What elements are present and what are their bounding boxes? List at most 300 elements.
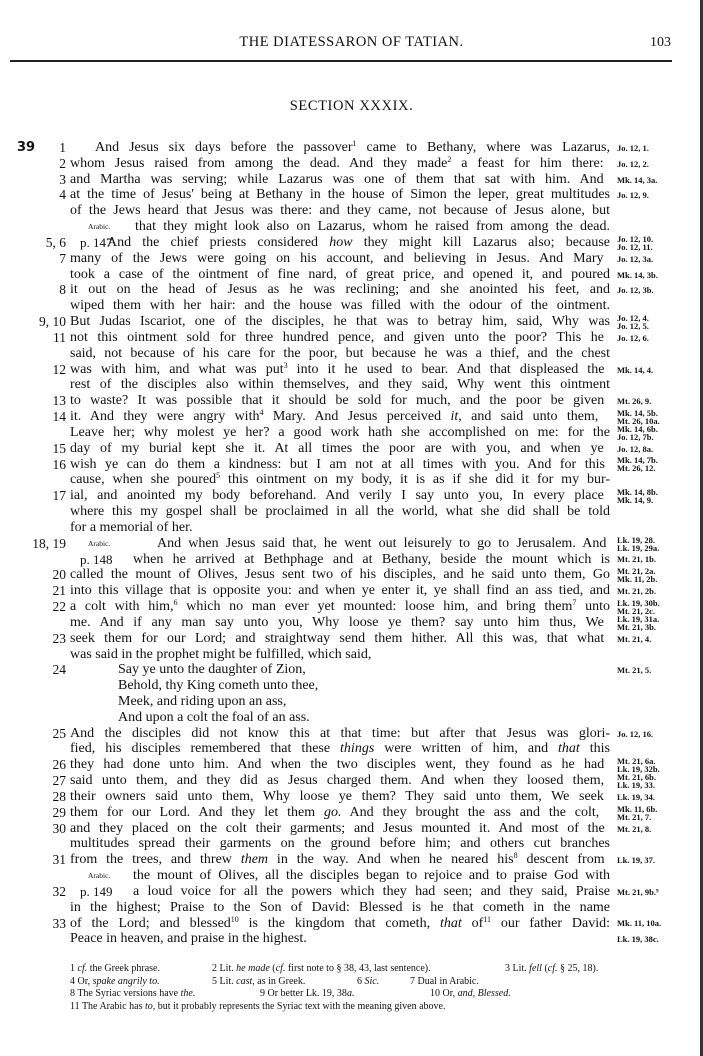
verse-number: 33 [52, 915, 66, 931]
margin-references [617, 425, 658, 441]
scripture-reference: Jo. 12, 16. [617, 728, 654, 739]
text-line [0, 884, 703, 900]
footnote [505, 963, 598, 976]
scripture-reference: Jo. 12, 5. [617, 321, 649, 332]
margin-references [617, 916, 661, 932]
margin-references [617, 789, 655, 805]
text-line [0, 520, 703, 536]
scripture-reference: Lk. 19, 28. [617, 534, 656, 545]
text-run: many of the Jews were going on his account, and believing in Jesus. And Mary [70, 250, 604, 266]
scripture-reference: Mk. 14, 3a. [617, 174, 658, 185]
text-run: said, not because of his care for the poor, but because he was a thief, and the chest [70, 345, 610, 361]
margin-references [617, 599, 660, 615]
margin-references [617, 852, 655, 868]
text-line [0, 631, 703, 647]
scripture-reference: Mt. 21, 7. [617, 811, 652, 822]
margin-references [617, 282, 654, 298]
footnote-marker: 5 [216, 471, 221, 481]
text-line [0, 441, 703, 457]
text-line [0, 773, 703, 789]
line-text-inner [70, 172, 604, 188]
margin-references [617, 615, 659, 631]
line-text [70, 488, 610, 504]
verse-number: 4 [59, 187, 66, 203]
verse-number: 11 [53, 329, 66, 345]
text-line [0, 583, 703, 599]
verse-number: 32 [52, 883, 66, 899]
text-line [0, 821, 703, 837]
scripture-reference: Jo. 12, 6. [617, 332, 649, 343]
text-run: into this village that is opposite you: and when ye enter it, ye shall find an ass tied, and [70, 583, 610, 599]
line-text-inner [70, 203, 610, 219]
text-run: , as in Greek. [252, 975, 306, 987]
line-text-inner [70, 393, 604, 409]
scripture-reference: Mt. 21, 6a. [617, 756, 656, 767]
text-run: day of my burial kept she it. At all times the poor are with you, and when ye [70, 440, 604, 456]
line-text-inner [70, 362, 604, 378]
text-line [0, 346, 703, 362]
margin-references [617, 330, 649, 346]
scripture-reference: Mk. 14, 8b. [617, 487, 658, 498]
text-line [0, 362, 703, 378]
margin-references [617, 457, 658, 473]
scripture-reference: Mk. 14, 6b. [617, 423, 658, 434]
text-run: § 25, 18). [557, 963, 599, 974]
text-run: took a case of the ointment of fine nard, of great price, and opened it, and poured [70, 266, 610, 282]
text-run: rest of the disciples also within themselves, and they said, Why went this ointment [70, 377, 610, 393]
line-text [70, 187, 610, 203]
line-text-inner [70, 314, 610, 330]
margin-references [617, 488, 658, 504]
text-line [0, 931, 703, 947]
scripture-reference: Jo. 12, 4. [617, 313, 649, 324]
text-run: came to Bethany, where was Lazarus, [356, 140, 610, 155]
text-line [0, 314, 703, 330]
footnote-marker: 2 [447, 154, 452, 164]
margin-references [617, 172, 657, 188]
verse-number: 16 [52, 456, 66, 472]
footnote-marker: 11 [483, 914, 491, 924]
line-text [70, 631, 610, 647]
line-text-inner [70, 409, 598, 425]
line-text [157, 536, 610, 552]
page-reference: p. 148 [80, 551, 113, 567]
scripture-reference: Mt. 21, 1b. [617, 554, 656, 565]
text-run: ( [541, 963, 548, 974]
margin-references [617, 251, 653, 267]
text-line [0, 330, 703, 346]
text-run: 3 Lit. [505, 963, 530, 974]
text-run: And the disciples did not know this at that time: but after that Jesus was glori- [70, 725, 610, 741]
arabic-note: Arabic. [88, 871, 111, 881]
text-line [0, 156, 703, 172]
text-run: , and said unto them, [458, 409, 599, 425]
text-line [0, 552, 703, 568]
footnotes [0, 963, 703, 1014]
line-text [70, 346, 610, 362]
text-run: seek them for our Lord; and straightway send them hither. All this was, that what [70, 630, 605, 646]
line-text-inner [157, 536, 606, 552]
text-run: 11 The Arabic has [70, 1001, 145, 1013]
line-text-inner [95, 140, 610, 156]
line-text-inner [70, 567, 610, 583]
text-line [0, 694, 703, 710]
italic-run: the. [180, 988, 196, 1000]
footnote [357, 976, 379, 989]
text-line [0, 472, 703, 488]
scripture-reference: Mk. 14, 5b. [617, 408, 658, 418]
italic-run: go. [323, 804, 342, 820]
verse-number: 20 [52, 567, 66, 583]
footnote-marker: 1 [352, 139, 357, 148]
margin-references [617, 409, 660, 425]
scripture-reference: Jo. 12, 11. [617, 241, 653, 252]
scripture-reference: Mt. 26, 12. [617, 463, 656, 474]
line-text [70, 330, 610, 346]
line-text-inner [133, 552, 610, 568]
scripture-reference: Lk. 19, 31a. [617, 613, 660, 624]
line-text [118, 662, 610, 678]
line-text-inner [70, 647, 371, 663]
line-text-inner [70, 931, 307, 947]
verse-number: 26 [52, 757, 66, 773]
text-run: were written of him, and [374, 741, 559, 757]
line-text [70, 726, 610, 742]
verse-number: 27 [52, 773, 66, 789]
verse-number: 15 [52, 440, 66, 456]
text-line [0, 757, 703, 773]
scripture-reference: Mt. 21, 4. [617, 633, 652, 644]
verse-number: 1 [59, 140, 66, 155]
scripture-reference: Jo. 12, 7b. [617, 431, 654, 442]
margin-references [617, 536, 659, 552]
text-run: 5 Lit. [212, 975, 237, 987]
text-run: of the Jews heard that Jesus was there: and they came, not because of Jesus alone, but [70, 203, 610, 219]
line-text [70, 251, 610, 267]
text-run: ( [269, 963, 276, 974]
scripture-reference: Mk. 14, 7b. [617, 455, 658, 466]
footnote-marker: 7 [572, 598, 577, 608]
margin-references [617, 235, 653, 251]
line-text-inner [118, 678, 318, 694]
text-run: not this ointment sold for three hundred pence, and given unto the poor? This he [70, 329, 604, 345]
line-text [70, 741, 610, 757]
text-run: they had done unto him. And when the two disciples went, they found as he had [70, 757, 605, 773]
italic-run: fell [529, 963, 542, 974]
section-title: SECTION XXXIX. [289, 98, 414, 114]
margin-references [617, 267, 658, 283]
text-line [0, 409, 703, 425]
scripture-reference: Mt. 21, 8. [617, 823, 652, 834]
italic-run: cf. [275, 963, 286, 974]
running-header: THE DIATESSARON OF TATIAN. [239, 34, 464, 50]
scripture-reference: Jo. 12, 10. [617, 233, 654, 244]
line-text-inner [133, 868, 610, 884]
verse-number: 25 [52, 725, 66, 741]
scripture-reference: Lk. 19, 30b. [617, 597, 660, 608]
text-run: 2 Lit. [212, 963, 237, 974]
line-text [70, 457, 610, 473]
verse-number: 22 [52, 599, 66, 615]
margin-references [617, 821, 651, 837]
line-text [70, 821, 610, 837]
text-run: their owners said unto them, Why loose ye them? They said unto them, We seek [70, 788, 604, 804]
line-text-inner [70, 599, 610, 615]
text-run: descent from [517, 852, 605, 868]
line-text [70, 472, 610, 488]
line-text [70, 583, 610, 599]
line-text-inner [70, 425, 610, 441]
text-run: was with him, and what was put [70, 361, 284, 377]
scripture-reference: Mk. 14, 4. [617, 364, 654, 375]
italic-run: and, Blessed. [457, 988, 511, 1000]
text-run: the mount of Olives, all the disciples began to rejoice and to praise God with [133, 868, 610, 884]
margin-references [617, 156, 649, 172]
line-text [70, 362, 610, 378]
line-text-inner [70, 187, 610, 203]
line-text [70, 504, 610, 520]
page-number: 103 [650, 35, 671, 50]
verse-number: 29 [52, 804, 66, 820]
text-line [0, 615, 703, 631]
text-run: in the highest; Praise to the Son of David: Blessed is he that cometh in the name [70, 899, 610, 915]
scripture-reference: Mt. 21, 2c. [617, 605, 656, 616]
footnote [70, 1001, 445, 1014]
text-run: first note to § 38, 43, last sentence). [285, 963, 431, 974]
italic-run: to, [144, 1001, 156, 1013]
scripture-reference: Jo. 12, 1. [617, 142, 649, 153]
text-run: a colt with him, [70, 599, 174, 615]
italic-run: that [439, 915, 462, 931]
scripture-reference: Jo. 12, 2. [617, 158, 649, 169]
section-number: 39 [17, 140, 36, 155]
text-run: into it he used to bear. And that displeased the [287, 361, 605, 377]
line-text-inner [70, 631, 604, 647]
line-text-inner [70, 504, 610, 520]
text-line [0, 203, 703, 219]
scripture-reference: Mt. 21, 2b. [617, 586, 656, 597]
scripture-reference: Jo. 12, 9. [617, 190, 649, 201]
text-run: where this my gospel shall be proclaimed in all the world, what she did shall be told [70, 504, 610, 520]
footnote-line [0, 976, 703, 989]
line-text-inner [70, 520, 192, 536]
line-text [133, 884, 610, 900]
margin-references [617, 583, 656, 599]
line-text [70, 393, 610, 409]
line-text [70, 282, 610, 298]
page-reference: p. 147 [80, 234, 113, 250]
line-text-inner [70, 156, 604, 172]
footnote-line [0, 1001, 703, 1014]
footnote [212, 963, 431, 976]
text-run: to waste? It was possible that it should be sold for much, and the poor be given [70, 393, 605, 409]
line-text [70, 567, 610, 583]
scripture-reference: Jo. 12, 8a. [617, 443, 654, 454]
verse-number: 2 [59, 155, 66, 171]
line-text [70, 441, 610, 457]
line-text [70, 409, 610, 425]
header-rule [10, 60, 672, 62]
footnote-line [0, 963, 703, 976]
margin-references [617, 362, 653, 378]
text-run: and they placed on the colt their garments; and Jesus mounted it. And most of the [70, 820, 605, 836]
line-text-inner [70, 298, 610, 314]
verse-number: 14 [52, 409, 66, 425]
text-line [0, 219, 703, 235]
scripture-reference: Mk. 14, 3b. [617, 269, 658, 280]
text-line [0, 900, 703, 916]
text-line [0, 805, 703, 821]
verse-number: 28 [52, 788, 66, 804]
text-line [0, 393, 703, 409]
text-line [0, 678, 703, 694]
verse-number: 5, 6 [45, 234, 66, 250]
text-run: called the mount of Olives, Jesus sent two of his disciples, and he said unto them, Go [70, 567, 610, 583]
margin-references [617, 726, 653, 742]
footnote [430, 988, 511, 1001]
line-text-inner [70, 441, 604, 457]
line-text [70, 931, 610, 947]
text-run: Leave her; why molest ye her? a good work hath she accomplished on me: for the [70, 424, 610, 440]
margin-references [617, 931, 659, 947]
text-run: this [579, 741, 610, 757]
scripture-reference: Lk. 19, 37. [617, 855, 656, 866]
line-text [70, 615, 610, 631]
verse-number: 18, 19 [32, 535, 66, 551]
verse-number: 17 [52, 488, 66, 504]
line-text [70, 377, 610, 393]
margin-references [617, 314, 649, 330]
text-run: they might kill Lazarus also; because [352, 234, 611, 250]
line-text [118, 710, 610, 726]
line-text-inner [70, 836, 610, 852]
text-line [0, 377, 703, 393]
text-run: it out on the head of Jesus as he was reclining; and she anointed his feet, and [70, 282, 610, 298]
text-line [0, 789, 703, 805]
footnote [212, 976, 305, 989]
line-text [70, 647, 610, 663]
text-line [0, 726, 703, 742]
text-run: of [461, 915, 484, 931]
footnote-marker: 3 [283, 360, 288, 370]
verse-number: 24 [52, 662, 66, 678]
footnote-marker: 8 [513, 851, 518, 861]
verse-number: 21 [52, 583, 66, 599]
line-text-inner [70, 773, 604, 789]
line-text [70, 203, 610, 219]
text-line [0, 916, 703, 932]
footnote [70, 963, 160, 976]
text-run: And when Jesus said that, he went out leisurely to go to Jerusalem. And [157, 535, 607, 551]
line-text-inner [70, 741, 610, 757]
footnote-marker: 4 [259, 408, 264, 418]
line-text-inner [70, 251, 603, 267]
text-run: And the chief priests considered [107, 234, 330, 250]
text-line [0, 852, 703, 868]
text-line [0, 425, 703, 441]
margin-references [617, 140, 649, 156]
italic-run: he made [236, 963, 270, 974]
text-run: Behold, thy King cometh unto thee, [118, 678, 319, 694]
text-line [0, 741, 703, 757]
page-reference: p. 149 [80, 883, 113, 899]
text-run: it. And they were angry with [70, 409, 260, 425]
text-run: but it probably represents the Syriac text with the meaning given above. [155, 1001, 446, 1013]
text-line [0, 662, 703, 678]
line-text [118, 678, 610, 694]
text-run: wish ye can do them a kindness: but I am not at all times with you. And for this [70, 456, 605, 472]
italic-run: cf. [77, 963, 88, 974]
margin-references [617, 187, 649, 203]
text-run: fied, his disciples remembered that these [70, 741, 341, 757]
text-run: whom Jesus raised from among the dead. And they made [70, 155, 448, 171]
text-run: And Jesus six days before the passover [95, 140, 353, 155]
text-run: Meek, and riding upon an ass, [118, 693, 287, 709]
line-text [70, 852, 610, 868]
text-run: Mary. And Jesus perceived [263, 409, 451, 425]
line-text-inner [70, 757, 604, 773]
text-line [0, 710, 703, 726]
text-run: was said in the prophet might be fulfilled, which said, [70, 646, 372, 662]
scripture-reference: Lk. 19, 29a. [617, 542, 660, 553]
line-text-inner [118, 662, 306, 678]
italic-run: them [240, 852, 269, 868]
text-run: that they might look also on Lazarus, whom he raised from among the dead. [135, 219, 610, 235]
text-run: of the Lord; and blessed [70, 915, 231, 931]
footnote-line [0, 988, 703, 1001]
text-run: 1 [70, 963, 78, 974]
text-line [0, 488, 703, 504]
text-run: a feast for him there: [451, 155, 604, 171]
text-run: cause, when she poured [70, 472, 217, 488]
text-line [0, 187, 703, 203]
text-line [0, 457, 703, 473]
verse-number: 8 [59, 282, 66, 298]
text-run: when he arrived at Bethphage and at Bethany, beside the mount which is [133, 551, 610, 567]
scripture-reference: Lk. 19, 34. [617, 791, 656, 802]
scripture-reference: Mk. 14, 9. [617, 495, 654, 506]
line-text-inner [70, 789, 604, 805]
line-text [70, 172, 610, 188]
line-text [135, 219, 610, 235]
text-run: 4 Or, [70, 975, 93, 987]
line-text [70, 773, 610, 789]
line-text [70, 298, 610, 314]
line-text-inner [70, 852, 605, 868]
text-line [0, 282, 703, 298]
line-text [70, 836, 610, 852]
text-run: in the way. And when he neared his [268, 852, 514, 868]
scripture-reference: Mk. 11, 6b. [617, 803, 658, 814]
text-run: unto [576, 599, 610, 615]
text-run: And upon a colt the foal of an ass. [118, 709, 310, 725]
scripture-reference: Jo. 12, 3b. [617, 285, 654, 296]
text-run: the Greek phrase. [87, 963, 160, 974]
text-line [0, 567, 703, 583]
text-run: me. And if any man say unto you, Why loose ye them? say unto him thus, We [70, 614, 604, 630]
italic-run: cf. [547, 963, 558, 974]
line-text-inner [70, 346, 610, 362]
text-run: 10 Or, [430, 988, 458, 1000]
text-line [0, 536, 703, 552]
verse-number: 3 [59, 171, 66, 187]
margin-references [617, 773, 656, 789]
line-text [70, 805, 610, 821]
line-text-inner [70, 282, 610, 298]
line-text-inner [70, 900, 610, 916]
scripture-reference: Mt. 21, 9b.⁹ [617, 886, 659, 897]
text-run: wiped them with her hair: and the house was filled with the odour of the ointment. [70, 298, 610, 314]
